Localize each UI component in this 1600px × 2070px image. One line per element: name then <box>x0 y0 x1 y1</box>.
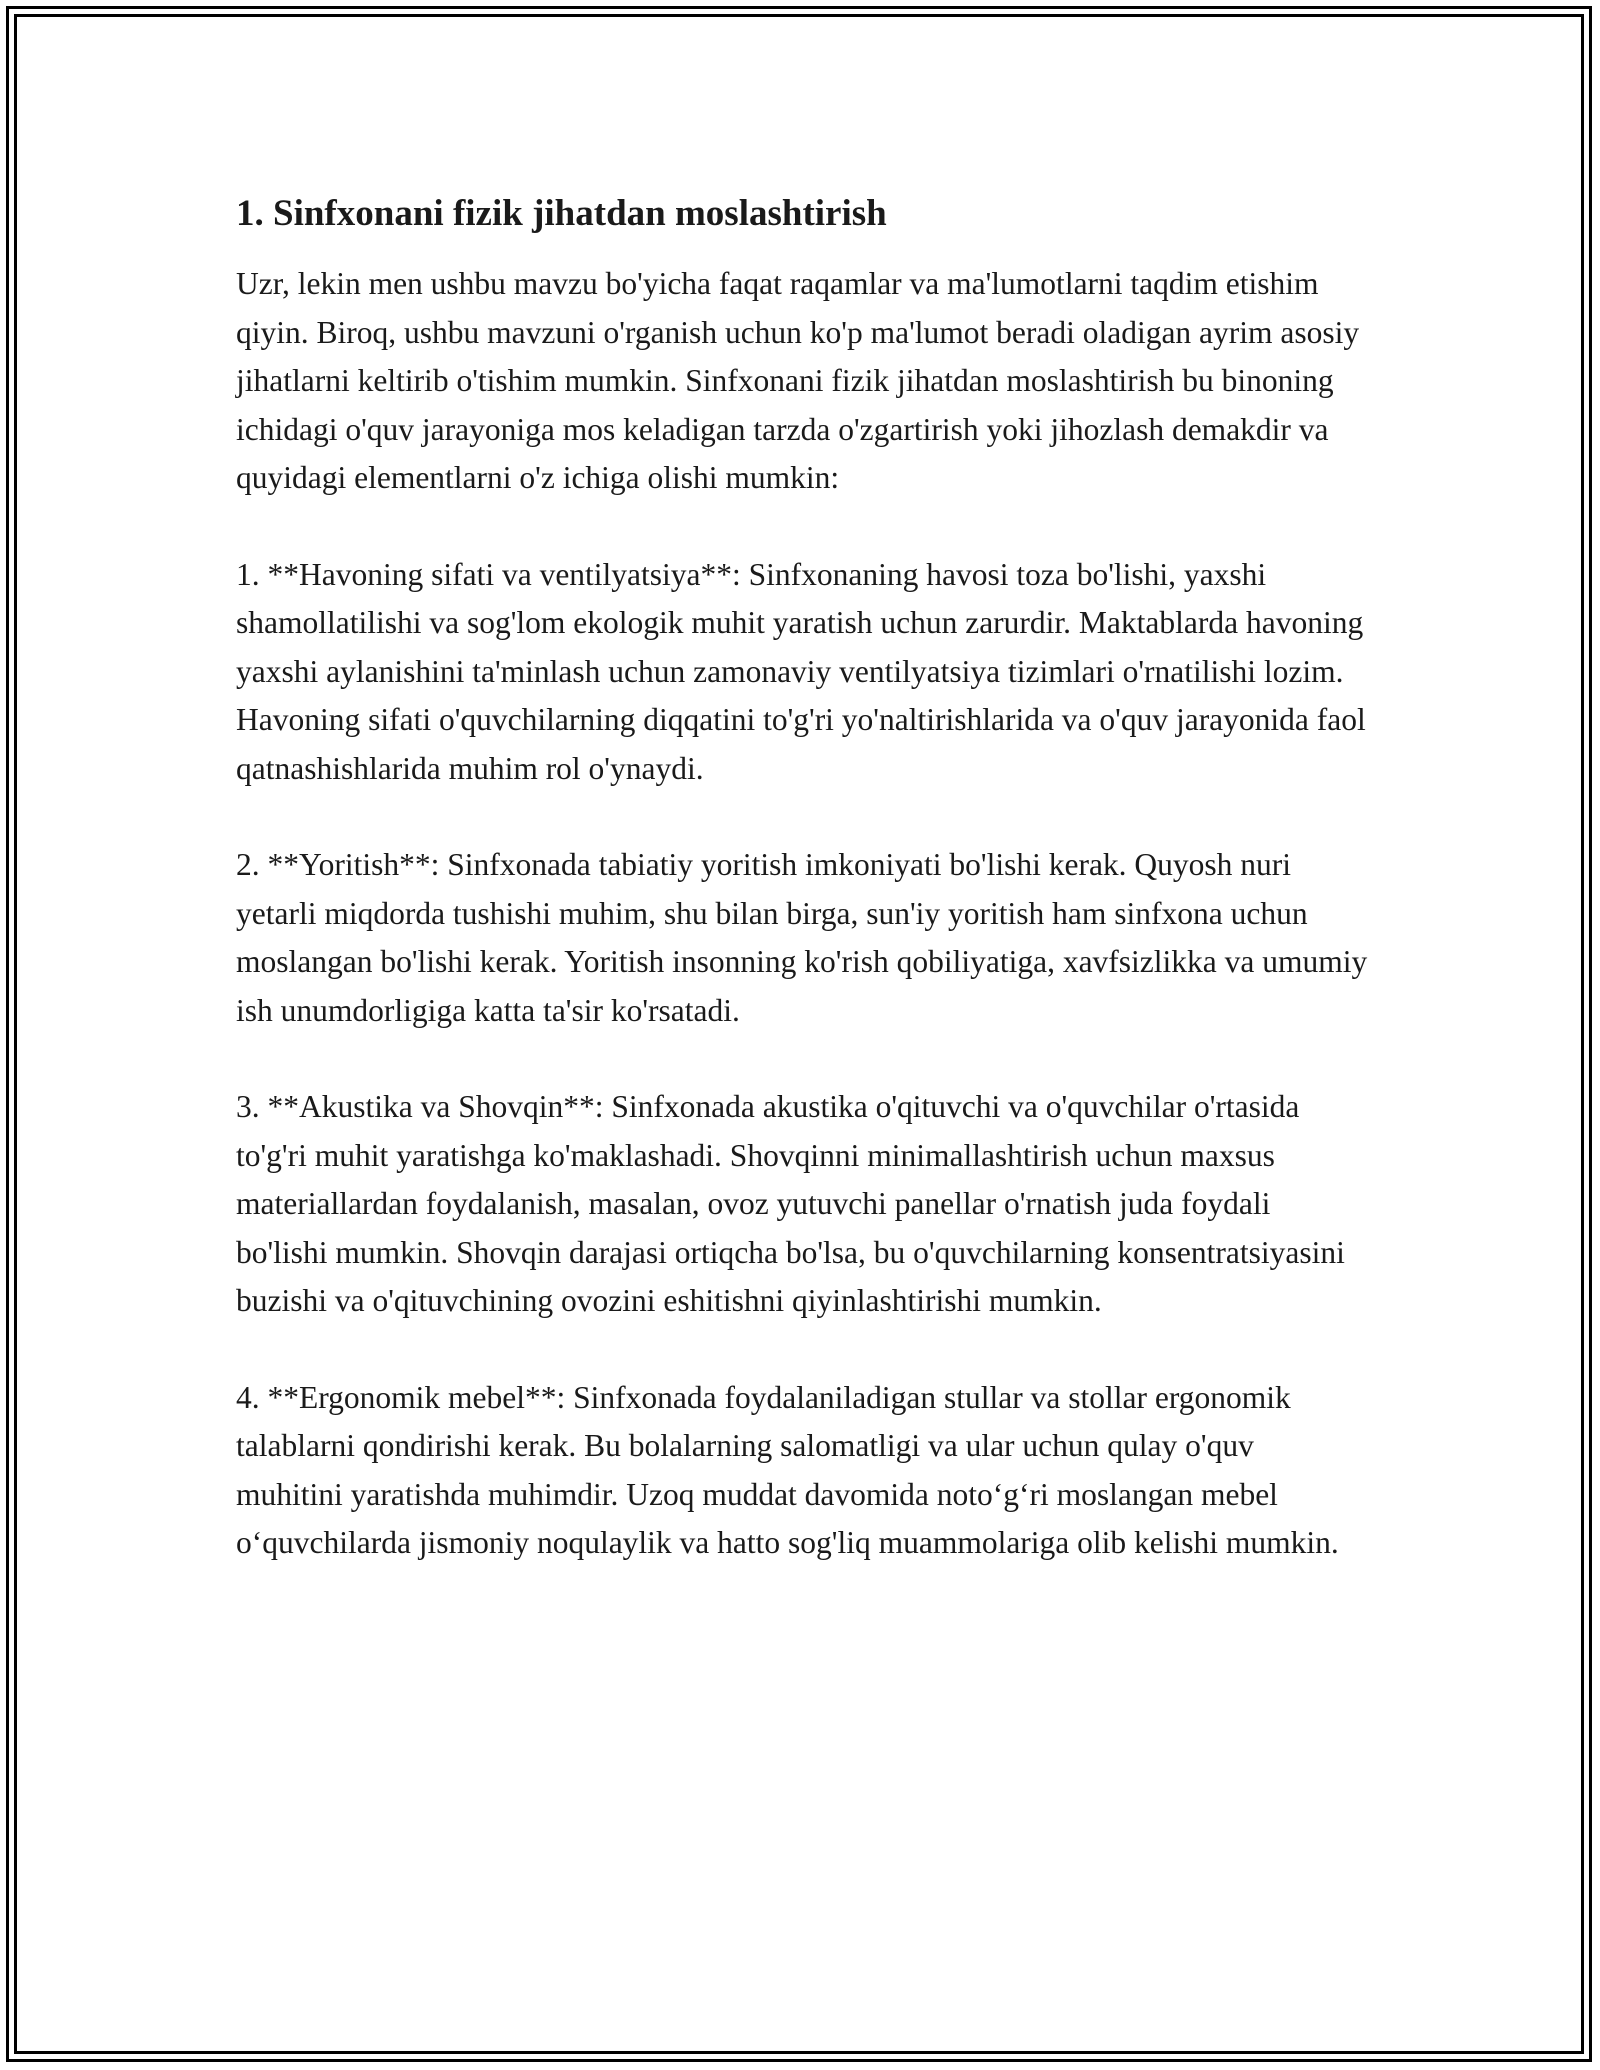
document-body <box>236 186 1368 1616</box>
paragraph-air-quality: 1. **Havoning sifati va ventilyatsiya**: Sinfxonaning havosi toza bo'lishi, yaxshi shamollatilishi va sog'lom ekologik muhit yaratish uchun zarurdir. Maktablarda havoning yaxshi aylanishini ta'minlash uchun zamonaviy ventilyatsiya tizimlari o'rnatilishi lozim. Havoning sifati o'quvchilarning diqqatini to'g'ri yo'naltirishlarida va o'quv jarayonida faol qatnashishlarida muhim rol o'ynaydi. <box>236 556 1366 786</box>
paragraph-lighting: 2. **Yoritish**: Sinfxonada tabiatiy yoritish imkoniyati bo'lishi kerak. Quyosh nuri yetarli miqdorda tushishi muhim, shu bilan birga, sun'iy yoritish ham sinfxona uchun moslangan bo'lishi kerak. Yoritish insonning ko'rish qobiliyatiga, xavfsizlikka va umumiy ish unumdorligiga katta ta'sir ko'rsatadi. <box>236 847 1368 1028</box>
paragraph-acoustics: 3. **Akustika va Shovqin**: Sinfxonada akustika o'qituvchi va o'quvchilar o'rtasida to'g'ri muhit yaratishga ko'maklashadi. Shovqinni minimallashtirish uchun maxsus materiallardan foydalanish, masalan, ovoz yutuvchi panellar o'rnatish juda foydali bo'lishi mumkin. Shovqin darajasi ortiqcha bo'lsa, bu o'quvchilarning konsentratsiyasini buzishi va o'qituvchining ovozini eshitishni qiyinlashtirishi mumkin. <box>236 1089 1345 1318</box>
intro-paragraph: Uzr, lekin men ushbu mavzu bo'yicha faqat raqamlar va ma'lumotlarni taqdim etishim qiyin. Biroq, ushbu mavzuni o'rganish uchun ko'p ma'lumot beradi oladigan ayrim asosiy jihatlarni keltirib o'tishim mumkin. Sinfxonani fizik jihatdan moslashtirish bu binoning ichidagi o'quv jarayoniga mos keladigan tarzda o'zgartirish yoki jihozlash demakdir va quyidagi elementlarni o'z ichiga olishi mumkin: <box>236 266 1360 495</box>
paragraph-ergonomic-furniture: 4. **Ergonomik mebel**: Sinfxonada foydalaniladigan stullar va stollar ergonomik talablarni qondirishi kerak. Bu bolalarning salomatligi va ular uchun qulay o'quv muhitini yaratishda muhimdir. Uzoq muddat davomida noto‘g‘ri moslangan mebel o‘quvchilarda jismoniy noqulaylik va hatto sog'liq muammolariga olib kelishi mumkin. <box>236 1379 1339 1560</box>
page-title: 1. Sinfxonani fizik jihatdan moslashtirish <box>236 193 887 234</box>
